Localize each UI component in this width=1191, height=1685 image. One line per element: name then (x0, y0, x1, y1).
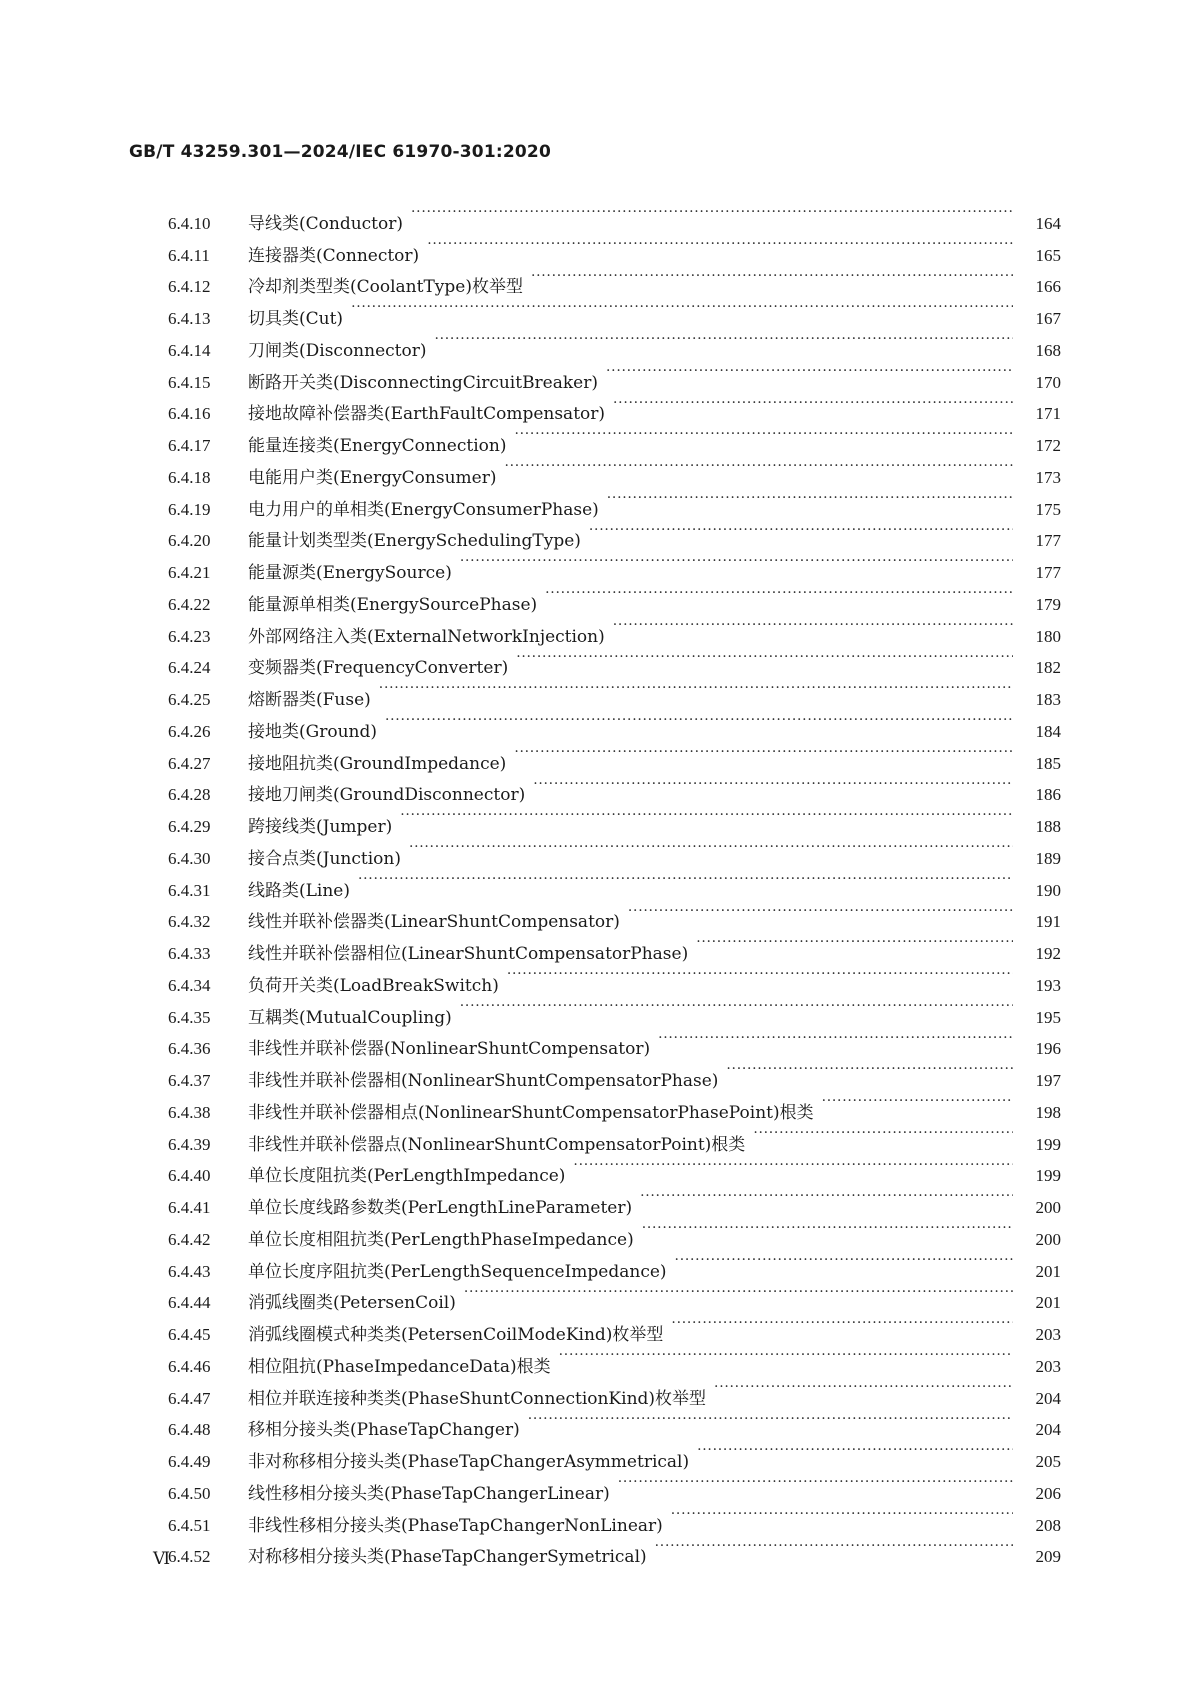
toc-dot-leader (613, 388, 1013, 420)
toc-entry-title: 线路类(Line) (248, 880, 350, 901)
toc-entry-title: 线性移相分接头类(PhaseTapChangerLinear) (248, 1483, 610, 1504)
document-header-standard-code: GB/T 43259.301—2024/IEC 61970-301:2020 (129, 142, 551, 162)
toc-entry-page: 172 (1035, 436, 1061, 455)
toc-dot-leader (434, 324, 1013, 356)
toc-dot-leader (697, 1435, 1013, 1467)
toc-entry-page: 204 (1035, 1388, 1061, 1408)
toc-entry-number: 6.4.22 (168, 594, 211, 614)
toc-entry-number: 6.4.52 (168, 1547, 211, 1567)
toc-entry-page: 168 (1035, 340, 1061, 360)
toc-dot-leader (358, 864, 1013, 896)
toc-entry-title: 冷却剂类型类(CoolantType)枚举型 (248, 277, 523, 298)
toc-entry-title: 能量计划类型类(EnergySchedulingType) (248, 531, 581, 552)
toc-dot-leader (606, 356, 1013, 388)
toc-entry-page: 180 (1035, 626, 1061, 646)
toc-dot-leader (464, 1277, 1013, 1309)
toc-entry-page: 183 (1035, 690, 1061, 709)
toc-dot-leader (545, 578, 1013, 610)
toc-dot-leader (613, 610, 1013, 642)
toc-dot-leader (379, 673, 1013, 705)
toc-entry-number: 6.4.26 (168, 721, 211, 741)
toc-entry-number: 6.4.14 (168, 340, 211, 360)
toc-entry-number: 6.4.43 (168, 1261, 211, 1281)
toc-entry-title: 能量源类(EnergySource) (248, 563, 452, 583)
toc-entry-number: 6.4.44 (168, 1293, 211, 1313)
toc-dot-leader (640, 1181, 1013, 1213)
toc-entry-number: 6.4.30 (168, 848, 211, 868)
toc-entry-page: 167 (1035, 309, 1061, 328)
toc-entry-page: 182 (1035, 658, 1061, 678)
toc-entry-number: 6.4.28 (168, 785, 211, 805)
toc-dot-leader (589, 515, 1013, 547)
toc-dot-leader (671, 1499, 1013, 1531)
toc-entry-page: 192 (1035, 944, 1061, 963)
toc-dot-leader (351, 292, 1013, 324)
toc-entry-number: 6.4.49 (168, 1452, 211, 1471)
toc-entry-number: 6.4.51 (168, 1515, 211, 1535)
toc-entry-page: 195 (1035, 1007, 1061, 1027)
toc-entry-title: 移相分接头类(PhaseTapChanger) (248, 1420, 520, 1441)
toc-dot-leader (642, 1213, 1013, 1245)
toc-dot-leader (675, 1245, 1013, 1277)
toc-dot-leader (531, 261, 1013, 293)
toc-entry-page: 171 (1035, 404, 1061, 424)
toc-entry-title: 非线性并联补偿器(NonlinearShuntCompensator) (248, 1039, 651, 1060)
toc-entry-title: 导线类(Conductor) (248, 213, 404, 234)
toc-dot-leader (516, 642, 1013, 674)
toc-dot-leader (655, 1531, 1013, 1563)
toc-entry-number: 6.4.25 (168, 690, 211, 709)
toc-entry-page: 196 (1035, 1039, 1061, 1059)
toc-dot-leader (528, 1404, 1013, 1436)
toc-entry[interactable] (168, 197, 1061, 234)
toc-entry-number: 6.4.46 (168, 1356, 211, 1376)
toc-entry-title: 变频器类(FrequencyConverter) (248, 658, 509, 679)
toc-entry-page: 200 (1035, 1198, 1061, 1217)
toc-entry-number: 6.4.13 (168, 309, 211, 328)
toc-entry-number: 6.4.20 (168, 531, 211, 551)
toc-entry-title: 负荷开关类(LoadBreakSwitch) (248, 975, 499, 996)
toc-entry-title: 单位长度序阻抗类(PerLengthSequenceImpedance) (248, 1261, 667, 1282)
toc-entry-page: 179 (1035, 594, 1061, 614)
toc-entry-title: 电力用户的单相类(EnergyConsumerPhase) (248, 499, 599, 520)
toc-entry-title: 接地阻抗类(GroundImpedance) (248, 753, 507, 774)
table-of-contents (168, 197, 1061, 1568)
toc-entry-page: 170 (1035, 372, 1061, 392)
toc-entry-title: 切具类(Cut) (248, 309, 344, 329)
toc-entry-title: 连接器类(Connector) (248, 245, 420, 266)
toc-entry-title: 能量连接类(EnergyConnection) (248, 436, 507, 456)
toc-dot-leader (753, 1118, 1013, 1150)
toc-dot-leader (400, 800, 1013, 832)
toc-entry-page: 189 (1035, 848, 1061, 868)
toc-entry-page: 197 (1035, 1071, 1061, 1090)
toc-dot-leader (385, 705, 1013, 737)
toc-entry-title: 刀闸类(Disconnector) (248, 340, 427, 361)
toc-entry-number: 6.4.15 (168, 372, 211, 392)
toc-entry-number: 6.4.19 (168, 499, 211, 519)
toc-entry-number: 6.4.32 (168, 912, 211, 932)
toc-dot-leader (514, 419, 1013, 451)
toc-entry-title: 相位并联连接种类类(PhaseShuntConnectionKind)枚举型 (248, 1388, 707, 1409)
toc-entry-page: 206 (1035, 1483, 1061, 1503)
toc-dot-leader (533, 769, 1013, 801)
toc-entry-title: 非线性移相分接头类(PhaseTapChangerNonLinear) (248, 1515, 663, 1536)
toc-entry-title: 非对称移相分接头类(PhaseTapChangerAsymmetrical) (248, 1452, 690, 1472)
toc-entry-title: 单位长度阻抗类(PerLengthImpedance) (248, 1166, 566, 1187)
toc-entry-title: 非线性并联补偿器相点(NonlinearShuntCompensatorPhasePoint)根类 (248, 1102, 814, 1123)
toc-entry-page: 199 (1035, 1166, 1061, 1186)
toc-entry-page: 175 (1035, 499, 1061, 519)
toc-entry-page: 173 (1035, 467, 1061, 487)
toc-entry-title: 线性并联补偿器类(LinearShuntCompensator) (248, 912, 620, 933)
toc-dot-leader (726, 1054, 1013, 1086)
toc-dot-leader (822, 1086, 1013, 1118)
toc-dot-leader (411, 197, 1013, 229)
toc-entry-page: 188 (1035, 817, 1061, 836)
toc-entry-number: 6.4.42 (168, 1229, 211, 1249)
toc-entry-page: 204 (1035, 1420, 1061, 1440)
toc-entry-title: 消弧线圈类(PetersenCoil) (248, 1293, 456, 1314)
toc-entry-title: 互耦类(MutualCoupling) (248, 1007, 452, 1028)
toc-entry-number: 6.4.21 (168, 563, 211, 582)
toc-entry-title: 熔断器类(Fuse) (248, 690, 371, 710)
toc-entry-number: 6.4.23 (168, 626, 211, 646)
toc-entry-page: 191 (1035, 912, 1061, 932)
toc-entry-page: 164 (1035, 213, 1061, 233)
toc-dot-leader (514, 737, 1013, 769)
toc-dot-leader (714, 1372, 1013, 1404)
toc-entry-title: 线性并联补偿器相位(LinearShuntCompensatorPhase) (248, 944, 689, 964)
toc-entry-number: 6.4.39 (168, 1134, 211, 1154)
toc-entry-number: 6.4.16 (168, 404, 211, 424)
toc-entry-page: 209 (1035, 1547, 1061, 1567)
toc-dot-leader (671, 1308, 1013, 1340)
toc-entry-number: 6.4.45 (168, 1325, 211, 1344)
toc-dot-leader (427, 229, 1013, 261)
toc-entry-page: 203 (1035, 1356, 1061, 1376)
toc-entry-page: 184 (1035, 721, 1061, 741)
toc-entry-page: 193 (1035, 975, 1061, 995)
toc-dot-leader (409, 832, 1013, 864)
toc-entry-number: 6.4.37 (168, 1071, 211, 1090)
toc-dot-leader (618, 1467, 1013, 1499)
toc-entry-number: 6.4.35 (168, 1007, 211, 1027)
toc-entry-title: 对称移相分接头类(PhaseTapChangerSymetrical) (248, 1547, 647, 1568)
toc-entry-number: 6.4.48 (168, 1420, 211, 1440)
toc-entry-number: 6.4.27 (168, 753, 211, 773)
toc-entry-page: 198 (1035, 1102, 1061, 1122)
toc-dot-leader (696, 927, 1013, 959)
toc-entry-number: 6.4.50 (168, 1483, 211, 1503)
toc-entry-page: 177 (1035, 531, 1061, 551)
toc-entry-page: 208 (1035, 1515, 1061, 1535)
toc-entry-number: 6.4.12 (168, 277, 211, 297)
toc-entry-number: 6.4.38 (168, 1102, 211, 1122)
toc-dot-leader (658, 1023, 1013, 1055)
toc-dot-leader (507, 959, 1013, 991)
toc-entry-title: 能量源单相类(EnergySourcePhase) (248, 594, 538, 615)
toc-entry-title: 外部网络注入类(ExternalNetworkInjection) (248, 626, 605, 647)
toc-entry-title: 接合点类(Junction) (248, 848, 401, 869)
toc-entry-page: 185 (1035, 753, 1061, 773)
toc-entry-number: 6.4.34 (168, 975, 211, 995)
toc-entry-title: 断路开关类(DisconnectingCircuitBreaker) (248, 372, 599, 393)
toc-entry-number: 6.4.47 (168, 1388, 211, 1408)
toc-entry-number: 6.4.24 (168, 658, 211, 678)
toc-entry-page: 201 (1035, 1293, 1061, 1313)
toc-dot-leader (607, 483, 1013, 515)
toc-entry-title: 跨接线类(Jumper) (248, 817, 393, 837)
toc-dot-leader (460, 546, 1013, 578)
toc-dot-leader (559, 1340, 1013, 1372)
toc-entry-number: 6.4.33 (168, 944, 211, 963)
toc-entry-page: 200 (1035, 1229, 1061, 1249)
toc-entry-page: 166 (1035, 277, 1061, 297)
toc-entry-page: 190 (1035, 880, 1061, 900)
toc-entry-page: 203 (1035, 1325, 1061, 1344)
toc-entry-number: 6.4.10 (168, 213, 211, 233)
toc-entry-number: 6.4.31 (168, 880, 211, 900)
toc-entry-number: 6.4.17 (168, 436, 211, 455)
toc-entry-page: 199 (1035, 1134, 1061, 1154)
toc-entry-title: 单位长度相阻抗类(PerLengthPhaseImpedance) (248, 1229, 634, 1250)
toc-dot-leader (573, 1150, 1013, 1182)
toc-entry-page: 186 (1035, 785, 1061, 805)
toc-entry-title: 非线性并联补偿器相(NonlinearShuntCompensatorPhase) (248, 1071, 719, 1091)
toc-entry-title: 接地类(Ground) (248, 721, 377, 742)
toc-dot-leader (504, 451, 1013, 483)
toc-entry-title: 消弧线圈模式种类类(PetersenCoilModeKind)枚举型 (248, 1325, 664, 1345)
toc-entry-number: 6.4.18 (168, 467, 211, 487)
toc-entry-page: 177 (1035, 563, 1061, 582)
toc-entry-page: 205 (1035, 1452, 1061, 1471)
toc-entry-number: 6.4.11 (168, 245, 210, 265)
toc-entry-title: 非线性并联补偿器点(NonlinearShuntCompensatorPoint)根类 (248, 1134, 746, 1155)
toc-entry-title: 相位阻抗(PhaseImpedanceData)根类 (248, 1356, 551, 1377)
toc-entry-title: 单位长度线路参数类(PerLengthLineParameter) (248, 1198, 633, 1218)
toc-dot-leader (628, 896, 1013, 928)
toc-dot-leader (460, 991, 1013, 1023)
toc-entry-number: 6.4.40 (168, 1166, 211, 1186)
toc-entry-number: 6.4.36 (168, 1039, 211, 1059)
toc-entry-title: 电能用户类(EnergyConsumer) (248, 467, 497, 488)
page-number: Ⅵ (153, 1549, 171, 1568)
toc-entry-title: 接地故障补偿器类(EarthFaultCompensator) (248, 404, 606, 425)
toc-entry-page: 201 (1035, 1261, 1061, 1281)
toc-entry-number: 6.4.29 (168, 817, 211, 836)
toc-entry-number: 6.4.41 (168, 1198, 211, 1217)
toc-entry-title: 接地刀闸类(GroundDisconnector) (248, 785, 526, 806)
toc-entry-page: 165 (1035, 245, 1061, 265)
